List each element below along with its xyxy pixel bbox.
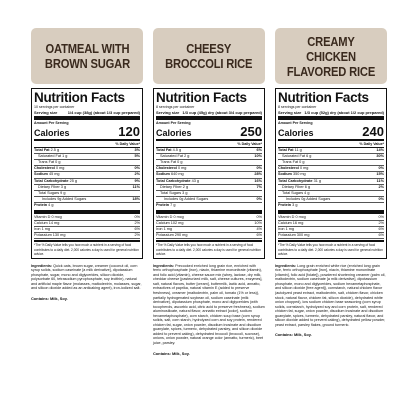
nutrient-amount: 0 g xyxy=(299,160,305,164)
nutrient-label-group xyxy=(38,154,67,159)
product-title: OATMEAL WITH BROWN SUGAR xyxy=(44,41,130,71)
micronutrient-label: Iron 1 mg xyxy=(34,227,51,232)
nutrient-amount: 0 g xyxy=(177,160,183,164)
nutrient-daily-value: 7% xyxy=(256,184,262,189)
nutrient-amount: 2 g xyxy=(184,153,190,158)
daily-value-footnote: *The % Daily Value tells you how much a nutrient in a serving of food contributes to a daily diet. 2,000 calories a day is used for general nutrition advice. xyxy=(34,243,139,256)
micronutrient-list xyxy=(278,215,384,240)
allergen-statement: Contains: Milk, Soy. xyxy=(31,296,68,301)
nutrient-daily-value: 28% xyxy=(254,172,262,177)
nutrition-facts-panel xyxy=(275,88,387,259)
nutrient-label-group xyxy=(156,172,184,177)
divider-medium xyxy=(34,139,140,141)
nutrient-label: Sodium xyxy=(278,172,292,177)
nutrient-label-group xyxy=(282,185,310,190)
nutrient-daily-value: 0% xyxy=(134,166,140,171)
nutrient-daily-value: 16% xyxy=(254,178,262,183)
nutrition-facts-panel xyxy=(31,88,143,259)
daily-value-footnote: *The % Daily Value tells you how much a nutrient in a serving of food contributes to a daily diet. 2,000 calories a day is used for general nutrition advice. xyxy=(156,243,261,256)
nutrient-label-group xyxy=(160,191,187,196)
calories-label: Calories xyxy=(34,127,70,138)
nutrient-amount: 640 mg xyxy=(170,172,184,177)
divider-thick xyxy=(34,116,140,120)
calories-value: 240 xyxy=(362,123,384,139)
amount-per-serving: Amount Per Serving xyxy=(278,120,313,125)
nutrient-label-group xyxy=(278,179,321,184)
product-column xyxy=(153,28,265,356)
nutrient-amount: 4.5 g xyxy=(172,147,182,152)
nutrient-daily-value: 30% xyxy=(376,153,384,158)
daily-value-footnote: *The % Daily Value tells you how much a nutrient in a serving of food contributes to a daily diet. 2,000 calories a day is used for general nutrition advice. xyxy=(278,243,383,256)
nutrient-amount: 43 g xyxy=(191,178,199,183)
nutrient-label: Includes 0g Added Sugars xyxy=(164,197,209,202)
nutrient-amount: 9 g xyxy=(60,191,66,196)
micronutrient-label: Potassium 290 mg xyxy=(156,233,188,238)
nutrient-label-group xyxy=(34,166,64,171)
nutrient-label: Dietary Fiber xyxy=(282,184,304,189)
divider-thick xyxy=(278,210,384,214)
nutrient-label-group xyxy=(42,197,86,202)
amount-per-serving: Amount Per Serving xyxy=(34,120,69,125)
product-title-banner xyxy=(153,28,265,84)
nutrition-facts-title: Nutrition Facts xyxy=(34,90,125,105)
nutrient-amount: 0 g xyxy=(55,160,61,164)
micronutrient-label: Potassium 130 mg xyxy=(34,233,66,238)
divider-medium xyxy=(34,240,140,242)
nutrient-label: Sodium xyxy=(34,172,48,177)
nutrient-daily-value: 0% xyxy=(256,166,262,171)
product-title-banner xyxy=(31,28,143,84)
daily-value-header: % Daily Value* xyxy=(156,142,262,148)
protein-label: Protein xyxy=(34,203,48,208)
nutrient-amount: 6 g xyxy=(306,153,312,158)
micronutrient-label: Calcium 14 mg xyxy=(34,220,60,225)
nutrient-label-group xyxy=(282,154,311,159)
nutrient-daily-value: 9% xyxy=(134,178,140,183)
serving-size-value: 1/3 cup (52g) dry (about 1/2 cup prepared) xyxy=(304,109,384,115)
nutrient-label: Total Sugars xyxy=(282,191,304,196)
product-column xyxy=(275,28,387,337)
nutrient-label-group xyxy=(278,148,302,153)
servings-per-container: 8 servings per container xyxy=(278,105,317,109)
nutrient-label: Cholesterol xyxy=(34,166,55,171)
micronutrient-row xyxy=(34,233,140,239)
micronutrient-daily-value: 6% xyxy=(378,233,384,238)
micronutrient-daily-value: 2% xyxy=(134,220,140,225)
micronutrient-list xyxy=(34,215,140,240)
nutrient-label-group xyxy=(160,154,189,159)
nutrition-facts-panel xyxy=(153,88,265,259)
product-title-banner xyxy=(275,28,387,84)
ingredients-label: Ingredients: xyxy=(153,263,175,268)
micronutrient-daily-value: 0% xyxy=(378,214,384,219)
divider-thick xyxy=(156,116,262,120)
nutrient-daily-value: 0% xyxy=(256,197,262,202)
nutrient-label: Cholesterol xyxy=(156,166,177,171)
nutrient-amount: 350 mg xyxy=(292,172,306,177)
product-column xyxy=(31,28,143,301)
nutrient-amount: 31 g xyxy=(313,178,321,183)
nutrition-facts-title: Nutrition Facts xyxy=(278,90,369,105)
micronutrient-label: Potassium 300 mg xyxy=(278,233,310,238)
nutrient-label: Total Sugars xyxy=(38,191,60,196)
nutrient-label: Total Carbohydrate xyxy=(156,178,191,183)
micronutrient-daily-value: 10% xyxy=(254,220,262,225)
nutrient-label: Saturated Fat xyxy=(38,153,62,158)
protein-amount: 7 g xyxy=(170,203,176,208)
protein-label: Protein xyxy=(156,203,170,208)
serving-size-label: Serving size xyxy=(34,109,58,115)
nutrient-amount: 11 g xyxy=(294,147,302,152)
serving-size-row xyxy=(34,110,140,115)
nutrient-daily-value: 0% xyxy=(378,166,384,171)
nutrient-list xyxy=(278,148,384,204)
nutrient-label: Total Carbohydrate xyxy=(278,178,313,183)
calories-value: 250 xyxy=(240,123,262,139)
nutrient-label: Trans Fat xyxy=(282,160,299,164)
micronutrient-label: Vitamin D 0 mcg xyxy=(156,214,184,219)
calories-row xyxy=(34,125,140,138)
nutrient-label: Saturated Fat xyxy=(282,153,306,158)
nutrient-label: Saturated Fat xyxy=(160,153,184,158)
nutrient-label: Sodium xyxy=(156,172,170,177)
daily-value-header: % Daily Value* xyxy=(34,142,140,148)
micronutrient-daily-value: 2% xyxy=(134,233,140,238)
nutrient-label-group xyxy=(278,172,306,177)
ingredients-text xyxy=(31,264,143,291)
nutrient-label: Total Fat xyxy=(278,147,294,152)
nutrient-label: Dietary Fiber xyxy=(38,184,60,189)
nutrient-label-group xyxy=(34,179,77,184)
nutrient-amount: 3 g xyxy=(60,184,67,189)
nutrient-amount: 1 g xyxy=(62,153,68,158)
divider-medium xyxy=(278,139,384,141)
nutrient-amount: 0 mg xyxy=(177,166,187,171)
nutrient-daily-value: 5% xyxy=(134,153,140,158)
protein-amount: 3 g xyxy=(292,203,298,208)
product-title: CREAMY CHICKEN FLAVORED RICE xyxy=(286,33,376,79)
protein-row xyxy=(278,203,384,208)
nutrient-amount: 6 g xyxy=(304,184,311,189)
nutrient-label: Total Carbohydrate xyxy=(34,178,69,183)
nutrition-facts-title: Nutrition Facts xyxy=(156,90,247,105)
nutrient-label-group xyxy=(156,179,199,184)
nutrient-label-group xyxy=(286,197,330,202)
nutrient-daily-value: 2% xyxy=(134,172,140,177)
nutrient-daily-value: 0% xyxy=(378,197,384,202)
divider-thick xyxy=(34,210,140,214)
calories-label: Calories xyxy=(156,127,192,138)
protein-row xyxy=(156,203,262,208)
nutrient-daily-value: 11% xyxy=(376,178,384,183)
ingredients-list: Precooked enriched long grain rice, enriched with ferric orthophosphate (iron), niacin, thiamine mononitrate (vitamin), and folic acid (vitamin), cheese sauce mix (whey, lactose, dry milk, cheddar cheese [pasteurized milk, salt, cheese cultures, enzymes], salt, natural flavors, butter [cream], buttermilk, lactic acid, annatto, extractives of paprika, natural vitamin E (added to preserve freshness), creamer (maltodextrin, palm oil, tomato (1% or less)), partially hydrogenated soybean oil, sodium caseinate (milk derivative), dipotassium phosphate, mono and diglycerides (with tocopherols, ascorbic acid, citric acid to preserve freshness), sodium aluminosilicate, natural flavor, annatto extract [color], sodium hexametaphosphate), corn starch, chicken soup base (corn syrup solids, salt, corn starch, hydrolyzed corn and soy protein, rendered chicken fat, sugar, onion powder, disodium inosinate and disodium guanylate, spices, turmeric, dehydrated parsley, and silicon dioxide added to prevent caking), dehydrated broccoli (broccoli, sucrose), onions, onion powder, natural orange color (annatto, turmeric), beet juice, parsley. xyxy=(153,263,265,346)
nutrient-amount: 0 mg xyxy=(55,166,65,171)
nutrient-label-group xyxy=(38,185,66,190)
ingredients-text xyxy=(275,264,387,328)
divider-medium xyxy=(156,139,262,141)
amount-per-serving: Amount Per Serving xyxy=(156,120,191,125)
nutrient-label-group xyxy=(278,166,308,171)
nutrient-daily-value: 10% xyxy=(254,153,262,158)
micronutrient-row xyxy=(278,233,384,239)
divider-thick xyxy=(278,116,384,120)
protein-row xyxy=(34,203,140,208)
nutrient-daily-value: 3% xyxy=(134,147,140,152)
servings-per-container: 10 servings per container xyxy=(34,105,75,109)
ingredients-list: Long grain enriched white rice (enriched long grain rice, ferric orthophosphate [iron], niacin, thiamine mononitrate [vitamin], folic acid [folate]), powdered shortening creamer (palm oil, maltodextrin, sodium caseinate [a milk derivative], dipotassium phosphate, mono and diglycerides, sodium hexametaphosphate, and silicon dioxide [free agent]), cornstarch, natural chicken flavor (autolyzed yeast extract, maltodextrin, salt, chicken flavor, chicken stock, natural flavor, chicken fat, silicon dioxide), dehydrated white onion chopped), low sodium chicken base seasoning (corn syrup solids, cornstarch, hydrolyzed soy and corn protein, salt, rendered chicken fat, sugar, onion powder, disodium inosinate and disodium guanylate, spices, turmeric, dehydrated parsley, natural flavor, and silicon dioxide added to prevent caking), dehydrated yellow powder, yeast extract, parsley flakes, ground turmeric. xyxy=(275,263,386,327)
serving-size-value: 1/4 cup (38g) (about 1/3 cup prepared) xyxy=(67,109,140,115)
micronutrient-daily-value: 0% xyxy=(134,214,140,219)
nutrient-label-group xyxy=(34,172,60,177)
serving-size-row xyxy=(278,110,384,115)
allergen-statement: Contains: Milk, Soy. xyxy=(275,332,312,338)
nutrient-list xyxy=(156,148,262,204)
ingredients-label: Ingredients: xyxy=(31,263,53,268)
allergen-statement: Contains: Milk, Soy. xyxy=(153,350,190,356)
micronutrient-daily-value: 6% xyxy=(256,233,262,238)
micronutrient-daily-value: 0% xyxy=(256,214,262,219)
nutrient-label: Total Fat xyxy=(156,147,172,152)
ingredients-list: Quick oats, brown sugar, creamer (coconut oil, corn syrup solids, sodium caseinate [a milk derivative], dipotassium phosphate, sugar, mono and diglycerides, silicon dioxide, polysorbate 60, tetrasodium pyrophosphate, soy lecithin), natural and artificial maple flavor (molasses, maltodextrin, molasses, sugar, and silicon dioxide added as an anticaking agent), iron-iodized salt. xyxy=(31,263,142,291)
nutrient-amount: 0 mg xyxy=(299,166,309,171)
nutrient-label: Dietary Fiber xyxy=(160,184,182,189)
nutrient-label-group xyxy=(156,148,181,153)
nutrient-label: Trans Fat xyxy=(38,160,55,164)
micronutrient-row xyxy=(156,233,262,239)
nutrient-daily-value: 6% xyxy=(256,147,262,152)
micronutrient-daily-value: 2% xyxy=(378,220,384,225)
micronutrient-label: Vitamin D 0 mcg xyxy=(278,214,306,219)
micronutrient-daily-value: 6% xyxy=(378,227,384,232)
nutrient-label-group xyxy=(38,160,60,165)
nutrient-daily-value: 18% xyxy=(132,197,140,202)
divider-medium xyxy=(156,240,262,242)
nutrient-amount: 2 g xyxy=(182,184,189,189)
nutrient-amount: 45 mg xyxy=(48,172,60,177)
nutrient-label: Total Sugars xyxy=(160,191,182,196)
ingredients-text xyxy=(153,264,265,346)
protein-amount: 4 g xyxy=(48,203,54,208)
nutrient-label-group xyxy=(282,160,304,165)
nutrient-list xyxy=(34,148,140,204)
nutrient-daily-value: 2% xyxy=(378,184,384,189)
calories-label: Calories xyxy=(278,127,314,138)
nutrient-label-group xyxy=(282,191,309,196)
daily-value-header: % Daily Value* xyxy=(278,142,384,148)
nutrient-label: Includes 0g Added Sugars xyxy=(286,197,331,202)
micronutrient-daily-value: 6% xyxy=(134,227,140,232)
nutrient-amount: 25 g xyxy=(69,178,77,183)
calories-row xyxy=(278,125,384,138)
nutrient-daily-value: 11% xyxy=(132,184,140,189)
nutrient-label-group xyxy=(156,166,186,171)
nutrient-label: Total Fat xyxy=(34,147,50,152)
nutrient-label-group xyxy=(160,185,188,190)
micronutrient-daily-value: 4% xyxy=(256,227,262,232)
nutrient-label: Includes 9g Added Sugars xyxy=(42,197,87,202)
nutrient-label-group xyxy=(160,160,182,165)
nutrient-daily-value: 15% xyxy=(376,172,384,177)
micronutrient-list xyxy=(156,215,262,240)
calories-row xyxy=(156,125,262,138)
nutrient-label: Trans Fat xyxy=(160,160,177,164)
micronutrient-label: Calcium 16 mg xyxy=(278,220,304,225)
micronutrient-label: Vitamin D 0 mcg xyxy=(34,214,62,219)
nutrient-amount: 4 g xyxy=(304,191,310,196)
nutrient-label: Cholesterol xyxy=(278,166,299,171)
ingredients-label: Ingredients: xyxy=(275,263,297,268)
serving-size-label: Serving size xyxy=(278,109,302,115)
divider-thick xyxy=(156,210,262,214)
nutrient-label-group xyxy=(38,191,65,196)
nutrient-daily-value: 14% xyxy=(376,147,384,152)
divider-medium xyxy=(278,240,384,242)
nutrient-label-group xyxy=(34,148,59,153)
calories-value: 120 xyxy=(118,123,140,139)
micronutrient-label: Calcium 102 mg xyxy=(156,220,184,225)
serving-size-value: 1/3 cup (45g) dry (about 3/4 cup prepared) xyxy=(182,109,262,115)
product-title: CHEESY BROCCOLI RICE xyxy=(165,41,253,71)
nutrient-amount: 2.5 g xyxy=(50,147,60,152)
servings-per-container: 8 servings per container xyxy=(156,105,195,109)
micronutrient-label: Iron 1 mg xyxy=(156,227,173,232)
serving-size-label: Serving size xyxy=(156,109,180,115)
micronutrient-label: Iron 1 mg xyxy=(278,227,295,232)
nutrient-amount: 3 g xyxy=(182,191,188,196)
nutrient-label-group xyxy=(164,197,208,202)
protein-label: Protein xyxy=(278,203,292,208)
serving-size-row xyxy=(156,110,262,115)
